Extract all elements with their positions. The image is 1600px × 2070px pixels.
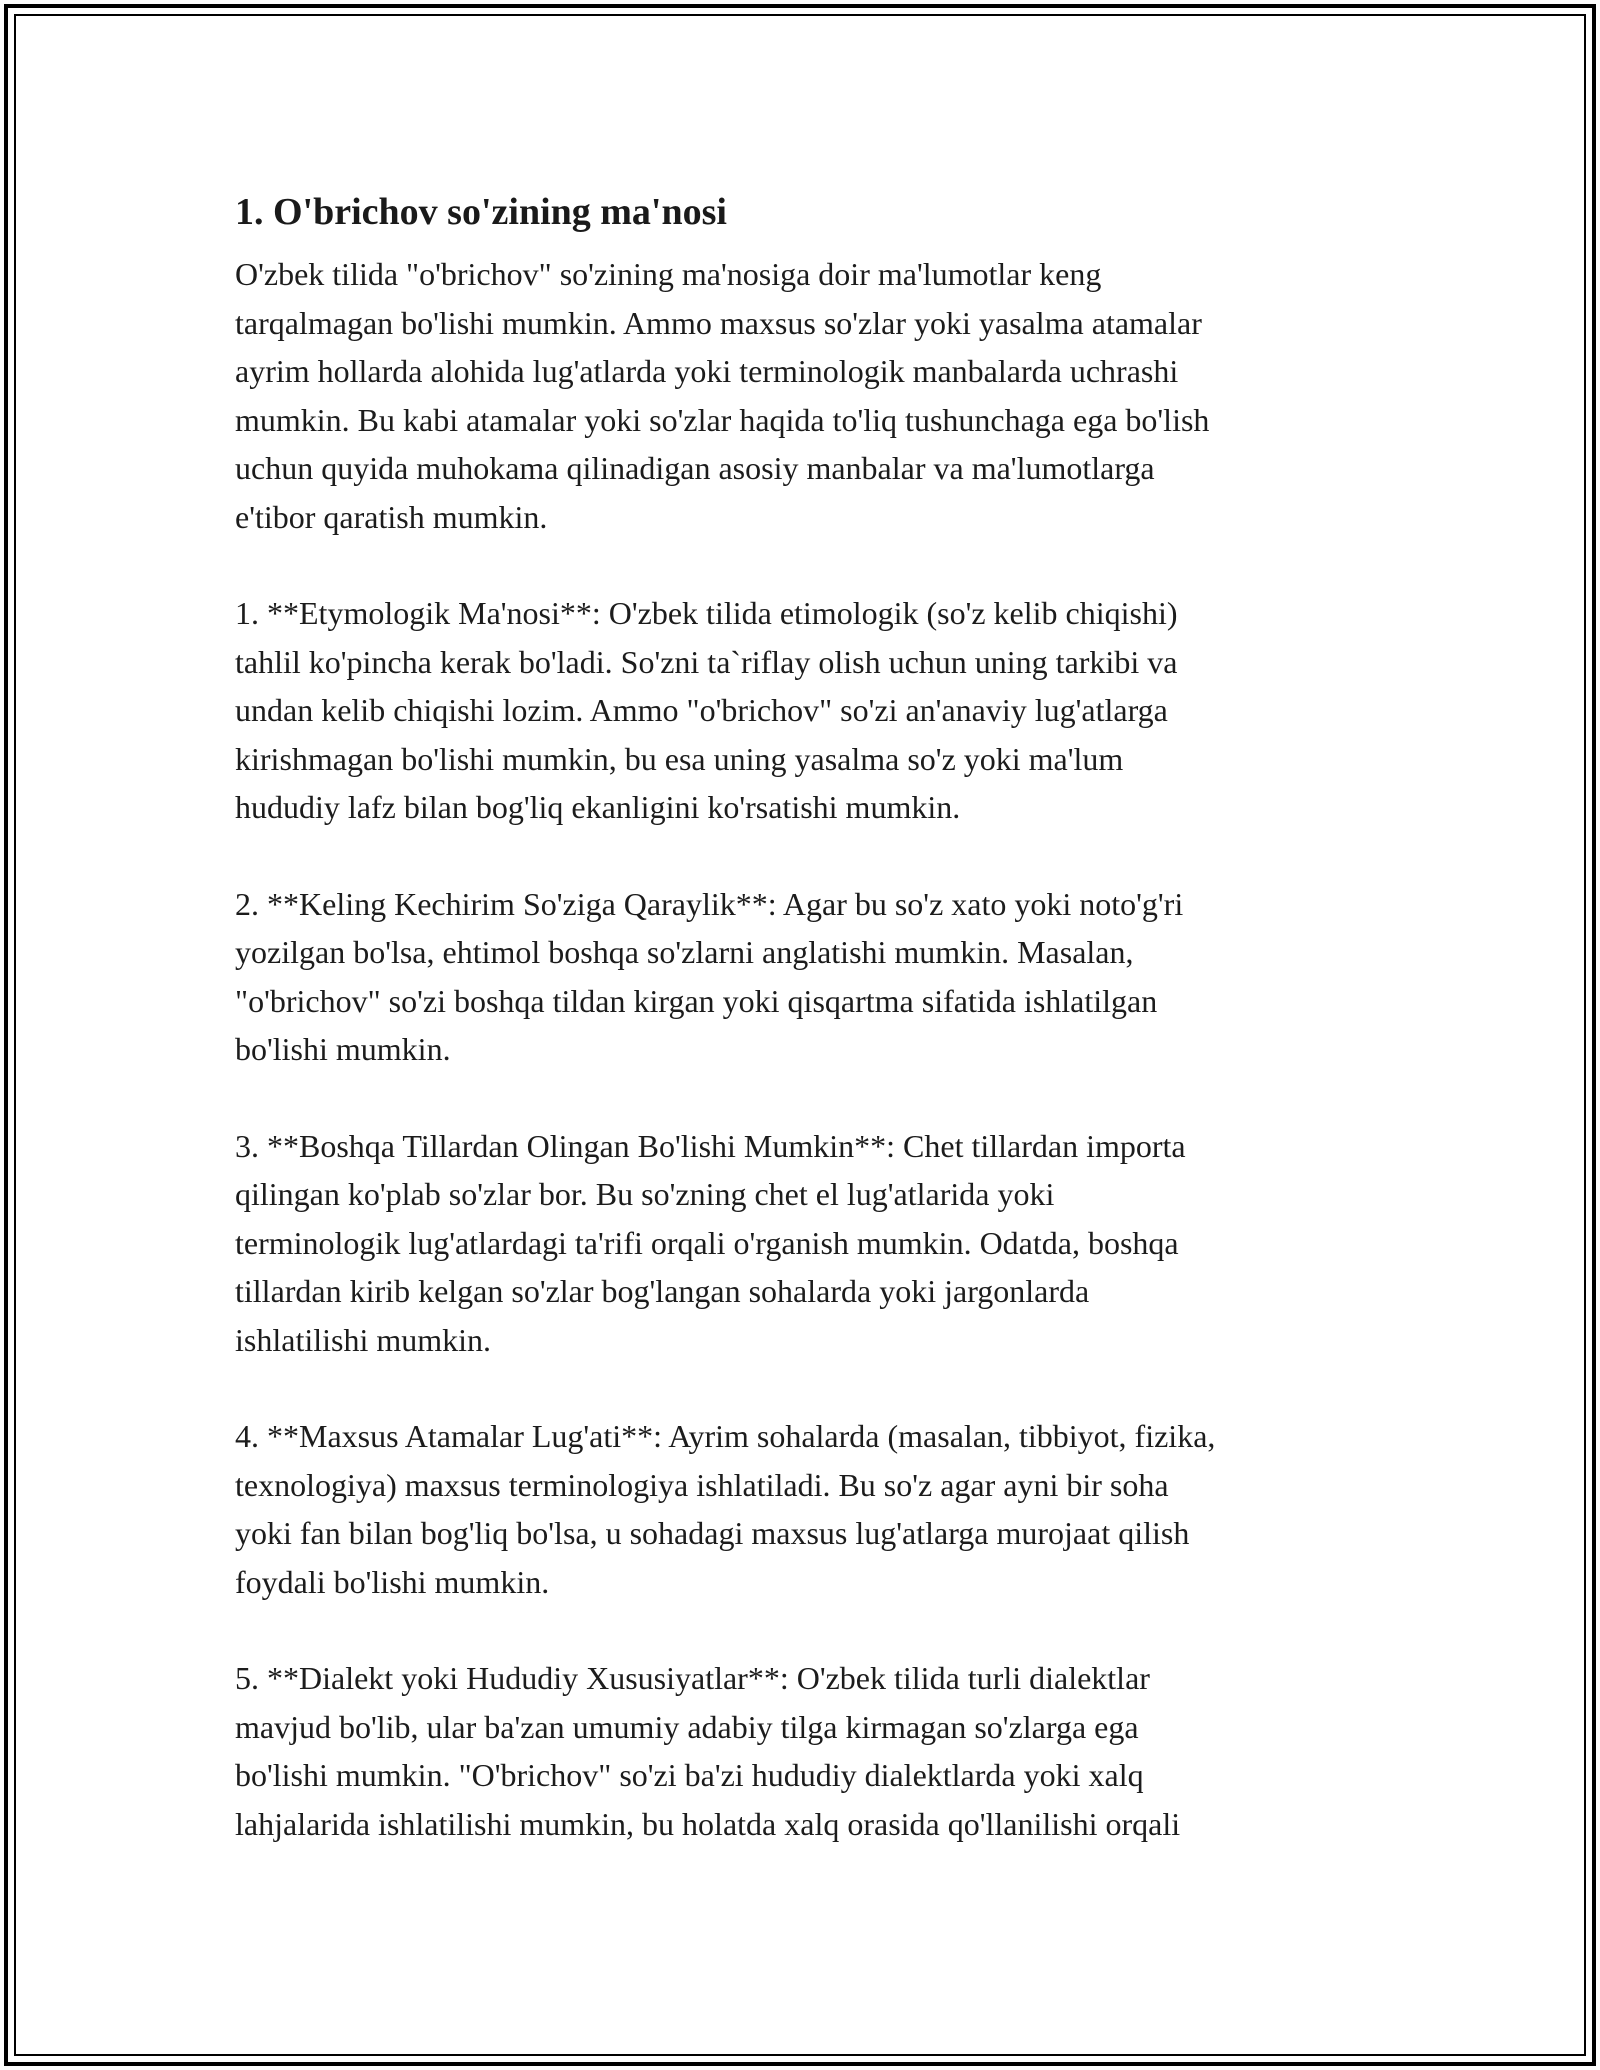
document-title: 1. O'brichov so'zining ma'nosi [235, 191, 727, 233]
list-item-4: 4. **Maxsus Atamalar Lug'ati**: Ayrim sohalarda (masalan, tibbiyot, fizika, texnologiya) maxsus terminologiya ishlatiladi. Bu so'z agar ayni bir soha yoki fan bilan bog'liq bo'lsa, u sohadagi maxsus lug'atlarga murojaat qilish foydali bo'lishi mumkin. [235, 1418, 1216, 1600]
list-item-3: 3. **Boshqa Tillardan Olingan Bo'lishi Mumkin**: Chet tillardan importa qilingan ko'plab so'zlar bor. Bu so'zning chet el lug'atlarida yoki terminologik lug'atlardagi ta'rifi orqali o'rganish mumkin. Odatda, boshqa tillardan kirib kelgan so'zlar bog'langan sohalarda yoki jargonlarda ishlatilishi mumkin. [235, 1127, 1186, 1358]
list-item-1: 1. **Etymologik Ma'nosi**: O'zbek tilida etimologik (so'z kelib chiqishi) tahlil ko'pincha kerak bo'ladi. So'zni ta`riflay olish uchun uning tarkibi va undan kelib chiqishi lozim. Ammo "o'brichov" so'zi an'anaviy lug'atlarga kirishmagan bo'lishi mumkin, bu esa uning yasalma so'z yoki ma'lum hududiy lafz bilan bog'liq ekanligini ko'rsatishi mumkin. [235, 595, 1178, 825]
list-item-5: 5. **Dialekt yoki Hududiy Xususiyatlar**: O'zbek tilida turli dialektlar mavjud bo'lib, ular ba'zan umumiy adabiy tilga kirmagan so'zlarga ega bo'lishi mumkin. "O'brichov" so'zi ba'zi hududiy dialektlarda yoki xalq lahjalarida ishlatilishi mumkin, bu holatda xalq orasida qo'llanilishi orqali [235, 1660, 1181, 1842]
document-body [235, 186, 1380, 1848]
list-item-2: 2. **Keling Kechirim So'ziga Qaraylik**: Agar bu so'z xato yoki noto'g'ri yozilgan bo'lsa, ehtimol boshqa so'zlarni anglatishi mumkin. Masalan, "o'brichov" so'zi boshqa tildan kirgan yoki qisqartma sifatida ishlatilgan bo'lishi mumkin. [235, 885, 1184, 1067]
intro-paragraph: O'zbek tilida "o'brichov" so'zining ma'nosiga doir ma'lumotlar keng tarqalmagan bo'lishi mumkin. Ammo maxsus so'zlar yoki yasalma atamalar ayrim hollarda alohida lug'atlarda yoki terminologik manbalarda uchrashi mumkin. Bu kabi atamalar yoki so'zlar haqida to'liq tushunchaga ega bo'lish uchun quyida muhokama qilinadigan asosiy manbalar va ma'lumotlarga e'tibor qaratish mumkin. [235, 256, 1210, 535]
